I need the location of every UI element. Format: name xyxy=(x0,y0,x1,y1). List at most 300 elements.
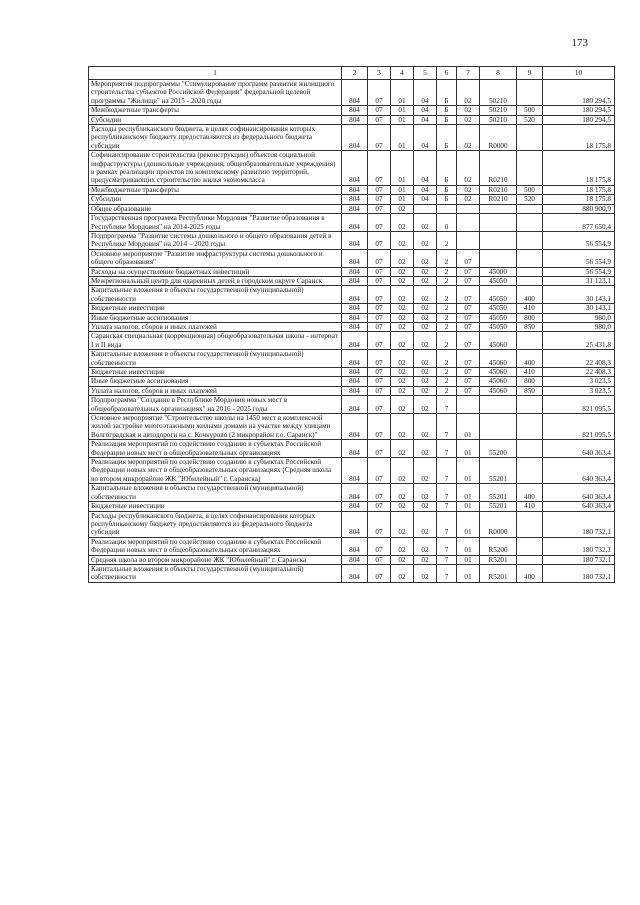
cell-name: Капитальные вложения в объекты государственной (муниципальной) собственности xyxy=(89,564,342,582)
cell-subprogram: 7 xyxy=(437,484,457,502)
cell-subsection: 02 xyxy=(391,386,414,395)
cell-subsection: 02 xyxy=(391,537,414,555)
table-row xyxy=(89,377,615,386)
cell-subsection: 02 xyxy=(391,304,414,313)
cell-subprogram: 2 xyxy=(437,267,457,276)
column-header-2: 2 xyxy=(342,67,368,80)
cell-direction: R0210 xyxy=(480,195,517,204)
cell-name: Межрегиональный центр для одаренных детей в городском округе Саранск xyxy=(89,276,342,285)
cell-subsection: 02 xyxy=(391,502,414,511)
cell-expense-type: 400 xyxy=(517,350,543,368)
cell-event xyxy=(457,214,480,232)
cell-admin-code: 804 xyxy=(342,537,368,555)
cell-event: 07 xyxy=(457,386,480,395)
cell-event: 01 xyxy=(457,440,480,458)
cell-section: 07 xyxy=(368,440,391,458)
cell-name: Государственная программа Республики Мордовия "Развитие образования в Республике Мордовия" на 2014-2025 годы xyxy=(89,214,342,232)
table-row xyxy=(89,286,615,304)
cell-subsection: 02 xyxy=(391,332,414,350)
cell-section: 07 xyxy=(368,313,391,322)
cell-event: 01 xyxy=(457,502,480,511)
table-row xyxy=(89,396,615,414)
cell-direction xyxy=(480,231,517,249)
cell-expense-type xyxy=(517,125,543,151)
cell-direction: R0210 xyxy=(480,185,517,194)
cell-expense-type: 410 xyxy=(517,502,543,511)
cell-admin-code: 804 xyxy=(342,106,368,115)
cell-subsection: 02 xyxy=(391,231,414,249)
cell-admin-code: 804 xyxy=(342,276,368,285)
cell-subsection: 01 xyxy=(391,185,414,194)
cell-program: 02 xyxy=(414,322,437,331)
cell-admin-code: 804 xyxy=(342,386,368,395)
cell-expense-type: 520 xyxy=(517,195,543,204)
cell-program: 04 xyxy=(414,195,437,204)
cell-amount: 880 900,9 xyxy=(543,204,615,213)
cell-admin-code: 804 xyxy=(342,377,368,386)
cell-program: 02 xyxy=(414,214,437,232)
table-row xyxy=(89,440,615,458)
table-row xyxy=(89,458,615,484)
cell-expense-type xyxy=(517,414,543,440)
cell-subprogram: 7 xyxy=(437,502,457,511)
cell-event: 01 xyxy=(457,458,480,484)
cell-expense-type: 520 xyxy=(517,115,543,124)
cell-amount: 640 363,4 xyxy=(543,484,615,502)
cell-amount: 56 554,9 xyxy=(543,267,615,276)
cell-name: Бюджетные инвестиции xyxy=(89,304,342,313)
cell-event: 01 xyxy=(457,537,480,555)
cell-section: 07 xyxy=(368,304,391,313)
cell-section: 07 xyxy=(368,204,391,213)
cell-name: Подпрограмма "Развитие системы дошкольного и общего образования детей в Республике Мордовия" на 2014 – 2020 годы xyxy=(89,231,342,249)
cell-subprogram: 2 xyxy=(437,377,457,386)
table-row xyxy=(89,151,615,186)
cell-subprogram: 2 xyxy=(437,386,457,395)
cell-expense-type xyxy=(517,231,543,249)
cell-program xyxy=(414,204,437,213)
cell-subprogram: 2 xyxy=(437,350,457,368)
cell-subsection: 02 xyxy=(391,368,414,377)
cell-program: 02 xyxy=(414,396,437,414)
cell-subsection: 01 xyxy=(391,115,414,124)
cell-program: 04 xyxy=(414,80,437,106)
cell-subprogram: 2 xyxy=(437,368,457,377)
cell-admin-code: 804 xyxy=(342,304,368,313)
cell-expense-type: 800 xyxy=(517,377,543,386)
cell-section: 07 xyxy=(368,368,391,377)
cell-amount: 56 554,9 xyxy=(543,249,615,267)
cell-admin-code: 804 xyxy=(342,368,368,377)
cell-name: Реализация мероприятий по содействию созданию в субъектах Российской Федерации новых мест в общеобразовательных организациях xyxy=(89,440,342,458)
cell-section: 07 xyxy=(368,115,391,124)
cell-name: Бюджетные инвестиции xyxy=(89,502,342,511)
cell-direction: 45000 xyxy=(480,267,517,276)
cell-amount: 640 363,4 xyxy=(543,440,615,458)
cell-subsection: 02 xyxy=(391,458,414,484)
cell-subsection: 02 xyxy=(391,440,414,458)
cell-name: Средняя школа во втором микрорайоне ЖК "Юбилейный" г. Саранска xyxy=(89,555,342,564)
cell-name: Межбюджетные трансферты xyxy=(89,106,342,115)
cell-section: 07 xyxy=(368,537,391,555)
cell-direction: R0210 xyxy=(480,151,517,186)
cell-event: 02 xyxy=(457,185,480,194)
cell-amount: 180 732,1 xyxy=(543,537,615,555)
cell-subsection: 01 xyxy=(391,125,414,151)
cell-subprogram: Б xyxy=(437,106,457,115)
column-header-7: 7 xyxy=(457,67,480,80)
cell-admin-code: 804 xyxy=(342,564,368,582)
cell-admin-code: 804 xyxy=(342,555,368,564)
cell-subprogram: 7 xyxy=(437,414,457,440)
cell-program: 02 xyxy=(414,231,437,249)
cell-name: Расходы республиканского бюджета, в целях софинансирования которых республиканскому бюджету предоставляются из федерального бюджета субсидии xyxy=(89,125,342,151)
table-row xyxy=(89,304,615,313)
cell-amount: 18 175,8 xyxy=(543,195,615,204)
cell-admin-code: 804 xyxy=(342,267,368,276)
cell-section: 07 xyxy=(368,564,391,582)
cell-section: 07 xyxy=(368,484,391,502)
cell-amount: 3 023,5 xyxy=(543,377,615,386)
table-row xyxy=(89,231,615,249)
cell-amount: 640 363,4 xyxy=(543,502,615,511)
cell-expense-type xyxy=(517,267,543,276)
cell-program: 02 xyxy=(414,304,437,313)
cell-subsection: 02 xyxy=(391,313,414,322)
cell-amount: 3 023,5 xyxy=(543,386,615,395)
cell-event: 02 xyxy=(457,106,480,115)
cell-event: 07 xyxy=(457,332,480,350)
budget-table xyxy=(88,66,615,583)
cell-subsection: 02 xyxy=(391,204,414,213)
cell-direction: 55201 xyxy=(480,458,517,484)
cell-subsection: 01 xyxy=(391,195,414,204)
cell-expense-type: 850 xyxy=(517,386,543,395)
table-row xyxy=(89,484,615,502)
table-row xyxy=(89,276,615,285)
cell-direction: 55201 xyxy=(480,502,517,511)
cell-expense-type xyxy=(517,276,543,285)
cell-amount: 22 408,3 xyxy=(543,368,615,377)
cell-name: Межбюджетные трансферты xyxy=(89,185,342,194)
cell-admin-code: 804 xyxy=(342,332,368,350)
table-row xyxy=(89,185,615,194)
cell-expense-type: 410 xyxy=(517,304,543,313)
table-row xyxy=(89,267,615,276)
cell-subprogram: 2 xyxy=(437,286,457,304)
cell-event: 01 xyxy=(457,414,480,440)
cell-subsection: 02 xyxy=(391,555,414,564)
cell-name: Реализация мероприятий по содействию созданию в субъектах Российской Федерации новых мест в общеобразовательных организациях (Средняя школа во втором микрорайоне ЖК "Юбилейный" г. Саранска) xyxy=(89,458,342,484)
cell-direction: R5201 xyxy=(480,555,517,564)
cell-admin-code: 804 xyxy=(342,440,368,458)
cell-name: Капитальные вложения в объекты государственной (муниципальной) собственности xyxy=(89,286,342,304)
cell-subprogram: 2 xyxy=(437,276,457,285)
cell-program: 02 xyxy=(414,564,437,582)
cell-section: 07 xyxy=(368,414,391,440)
cell-name: Общее образование xyxy=(89,204,342,213)
cell-subprogram: 2 xyxy=(437,313,457,322)
cell-direction: 55201 xyxy=(480,484,517,502)
cell-direction: 45060 xyxy=(480,368,517,377)
cell-program: 02 xyxy=(414,537,437,555)
cell-subsection: 02 xyxy=(391,484,414,502)
cell-program: 02 xyxy=(414,286,437,304)
cell-amount: 22 408,3 xyxy=(543,350,615,368)
cell-amount: 180 732,1 xyxy=(543,564,615,582)
cell-admin-code: 804 xyxy=(342,511,368,537)
cell-subprogram: 2 xyxy=(437,249,457,267)
cell-amount: 56 554,9 xyxy=(543,231,615,249)
cell-section: 07 xyxy=(368,125,391,151)
cell-expense-type xyxy=(517,151,543,186)
cell-direction: R0000 xyxy=(480,125,517,151)
cell-program: 04 xyxy=(414,115,437,124)
cell-subsection: 02 xyxy=(391,396,414,414)
cell-amount: 980,0 xyxy=(543,322,615,331)
cell-expense-type: 400 xyxy=(517,286,543,304)
cell-direction: 50210 xyxy=(480,115,517,124)
cell-direction: R0000 xyxy=(480,511,517,537)
cell-admin-code: 804 xyxy=(342,204,368,213)
cell-section: 07 xyxy=(368,286,391,304)
cell-name: Бюджетные инвестиции xyxy=(89,368,342,377)
cell-direction: 45050 xyxy=(480,304,517,313)
cell-program: 02 xyxy=(414,313,437,322)
cell-admin-code: 804 xyxy=(342,502,368,511)
cell-expense-type xyxy=(517,214,543,232)
cell-admin-code: 804 xyxy=(342,249,368,267)
cell-expense-type: 500 xyxy=(517,185,543,194)
cell-admin-code: 804 xyxy=(342,125,368,151)
cell-admin-code: 804 xyxy=(342,195,368,204)
cell-subprogram: 2 xyxy=(437,322,457,331)
cell-expense-type xyxy=(517,511,543,537)
cell-direction xyxy=(480,414,517,440)
cell-amount: 877 650,4 xyxy=(543,214,615,232)
cell-name: Расходы на осуществление бюджетных инвестиций xyxy=(89,267,342,276)
column-header-4: 4 xyxy=(391,67,414,80)
table-row xyxy=(89,313,615,322)
table-body xyxy=(89,80,615,583)
cell-event: 01 xyxy=(457,511,480,537)
cell-direction: 45050 xyxy=(480,313,517,322)
cell-event: 01 xyxy=(457,564,480,582)
cell-subprogram: 7 xyxy=(437,511,457,537)
cell-subsection: 01 xyxy=(391,80,414,106)
cell-program: 02 xyxy=(414,414,437,440)
cell-expense-type xyxy=(517,537,543,555)
cell-expense-type: 800 xyxy=(517,313,543,322)
cell-subsection: 02 xyxy=(391,564,414,582)
table-row xyxy=(89,115,615,124)
cell-direction: 50210 xyxy=(480,80,517,106)
cell-direction: 45060 xyxy=(480,377,517,386)
cell-direction: 55200 xyxy=(480,440,517,458)
cell-admin-code: 804 xyxy=(342,313,368,322)
cell-admin-code: 804 xyxy=(342,350,368,368)
cell-expense-type: 850 xyxy=(517,322,543,331)
cell-subprogram: Б xyxy=(437,185,457,194)
table-row xyxy=(89,106,615,115)
cell-program: 02 xyxy=(414,350,437,368)
cell-event: 07 xyxy=(457,368,480,377)
column-header-3: 3 xyxy=(368,67,391,80)
column-header-9: 9 xyxy=(517,67,543,80)
cell-name: Саранская специальная (коррекционная) общеобразовательная школа - интернат I и II вида xyxy=(89,332,342,350)
cell-section: 07 xyxy=(368,458,391,484)
cell-section: 07 xyxy=(368,377,391,386)
cell-program: 02 xyxy=(414,484,437,502)
cell-event: 07 xyxy=(457,377,480,386)
cell-program: 02 xyxy=(414,502,437,511)
cell-direction: 50210 xyxy=(480,106,517,115)
cell-name: Расходы республиканского бюджета, в целях софинансирования которых республиканскому бюджету предоставляются из федерального бюджета субсидии xyxy=(89,511,342,537)
table-row xyxy=(89,502,615,511)
cell-name: Софинансирование строительства (реконструкции) объектов социальной инфраструктуры (дошкольные учреждения, общеобразовательные учреждения) в рамках реализации проектов по комплексному развитию территорий, предусматривающих строительство жилья экономкласса xyxy=(89,151,342,186)
cell-program: 02 xyxy=(414,458,437,484)
table-row xyxy=(89,414,615,440)
cell-admin-code: 804 xyxy=(342,396,368,414)
cell-subprogram: Б xyxy=(437,125,457,151)
cell-event: 07 xyxy=(457,350,480,368)
cell-program: 04 xyxy=(414,106,437,115)
table-row xyxy=(89,125,615,151)
cell-event: 02 xyxy=(457,125,480,151)
cell-program: 02 xyxy=(414,249,437,267)
column-header-10: 10 xyxy=(543,67,615,80)
cell-amount: 821 095,5 xyxy=(543,414,615,440)
cell-admin-code: 804 xyxy=(342,458,368,484)
cell-direction xyxy=(480,204,517,213)
cell-event: 07 xyxy=(457,304,480,313)
cell-section: 07 xyxy=(368,555,391,564)
cell-name: Уплата налогов, сборов и иных платежей xyxy=(89,322,342,331)
cell-section: 07 xyxy=(368,195,391,204)
table-row xyxy=(89,204,615,213)
table-row xyxy=(89,555,615,564)
cell-expense-type: 400 xyxy=(517,564,543,582)
cell-subsection: 02 xyxy=(391,249,414,267)
table-row xyxy=(89,214,615,232)
cell-admin-code: 804 xyxy=(342,231,368,249)
cell-subprogram: 7 xyxy=(437,564,457,582)
cell-section: 07 xyxy=(368,322,391,331)
cell-subprogram: Б xyxy=(437,195,457,204)
table-row xyxy=(89,249,615,267)
cell-expense-type xyxy=(517,458,543,484)
cell-admin-code: 804 xyxy=(342,151,368,186)
cell-event xyxy=(457,231,480,249)
cell-event: 07 xyxy=(457,286,480,304)
cell-subprogram: 7 xyxy=(437,458,457,484)
cell-admin-code: 804 xyxy=(342,414,368,440)
cell-name: Мероприятия подпрограммы "Стимулирование программ развития жилищного строительства субъектов Российской Федерации" федеральной целевой программы "Жилище" на 2015 - 2020 годы xyxy=(89,80,342,106)
cell-section: 07 xyxy=(368,386,391,395)
cell-expense-type xyxy=(517,249,543,267)
cell-subprogram: 7 xyxy=(437,440,457,458)
cell-amount: 18 175,8 xyxy=(543,125,615,151)
cell-program: 02 xyxy=(414,511,437,537)
cell-section: 07 xyxy=(368,151,391,186)
table-row xyxy=(89,195,615,204)
cell-program: 02 xyxy=(414,276,437,285)
cell-name: Капитальные вложения в объекты государственной (муниципальной) собственности xyxy=(89,350,342,368)
cell-subprogram: Б xyxy=(437,115,457,124)
cell-section: 07 xyxy=(368,249,391,267)
cell-subsection: 02 xyxy=(391,322,414,331)
table-row xyxy=(89,332,615,350)
cell-event: 02 xyxy=(457,195,480,204)
cell-subsection: 02 xyxy=(391,214,414,232)
cell-subsection: 02 xyxy=(391,414,414,440)
cell-amount: 30 143,1 xyxy=(543,286,615,304)
cell-program: 02 xyxy=(414,267,437,276)
cell-amount: 31 123,1 xyxy=(543,276,615,285)
column-header-6: 6 xyxy=(437,67,457,80)
cell-admin-code: 804 xyxy=(342,115,368,124)
cell-section: 07 xyxy=(368,185,391,194)
cell-section: 07 xyxy=(368,511,391,537)
cell-amount: 18 175,8 xyxy=(543,151,615,186)
cell-amount: 25 431,8 xyxy=(543,332,615,350)
cell-event xyxy=(457,204,480,213)
cell-subsection: 01 xyxy=(391,106,414,115)
cell-name: Подпрограмма "Создание в Республике Мордовия новых мест в общеобразовательных организациях" на 2016 - 2025 годы xyxy=(89,396,342,414)
cell-direction: 45050 xyxy=(480,286,517,304)
table-header-row xyxy=(89,67,615,80)
cell-subprogram: 2 xyxy=(437,231,457,249)
cell-subsection: 02 xyxy=(391,350,414,368)
cell-program: 02 xyxy=(414,368,437,377)
cell-event: 07 xyxy=(457,249,480,267)
cell-direction: R5201 xyxy=(480,564,517,582)
cell-subsection: 02 xyxy=(391,377,414,386)
cell-section: 07 xyxy=(368,396,391,414)
cell-direction: 45050 xyxy=(480,322,517,331)
cell-event: 07 xyxy=(457,276,480,285)
cell-admin-code: 804 xyxy=(342,185,368,194)
cell-event: 07 xyxy=(457,322,480,331)
cell-expense-type: 500 xyxy=(517,106,543,115)
cell-name: Капитальные вложения в объекты государственной (муниципальной) собственности xyxy=(89,484,342,502)
cell-subprogram: 7 xyxy=(437,396,457,414)
cell-direction: 45060 xyxy=(480,332,517,350)
cell-admin-code: 804 xyxy=(342,214,368,232)
cell-subsection: 02 xyxy=(391,267,414,276)
cell-subprogram: 0 xyxy=(437,214,457,232)
cell-subprogram: Б xyxy=(437,80,457,106)
cell-subprogram: 7 xyxy=(437,537,457,555)
cell-direction: 45060 xyxy=(480,386,517,395)
cell-subsection: 02 xyxy=(391,511,414,537)
cell-direction xyxy=(480,249,517,267)
cell-admin-code: 804 xyxy=(342,484,368,502)
cell-expense-type xyxy=(517,204,543,213)
cell-event: 07 xyxy=(457,267,480,276)
cell-direction xyxy=(480,396,517,414)
cell-program: 02 xyxy=(414,440,437,458)
cell-direction: 45050 xyxy=(480,276,517,285)
cell-program: 04 xyxy=(414,125,437,151)
cell-section: 07 xyxy=(368,80,391,106)
cell-section: 07 xyxy=(368,276,391,285)
cell-event: 02 xyxy=(457,115,480,124)
column-header-5: 5 xyxy=(414,67,437,80)
cell-name: Субсидии xyxy=(89,195,342,204)
cell-admin-code: 804 xyxy=(342,322,368,331)
cell-direction: R5200 xyxy=(480,537,517,555)
